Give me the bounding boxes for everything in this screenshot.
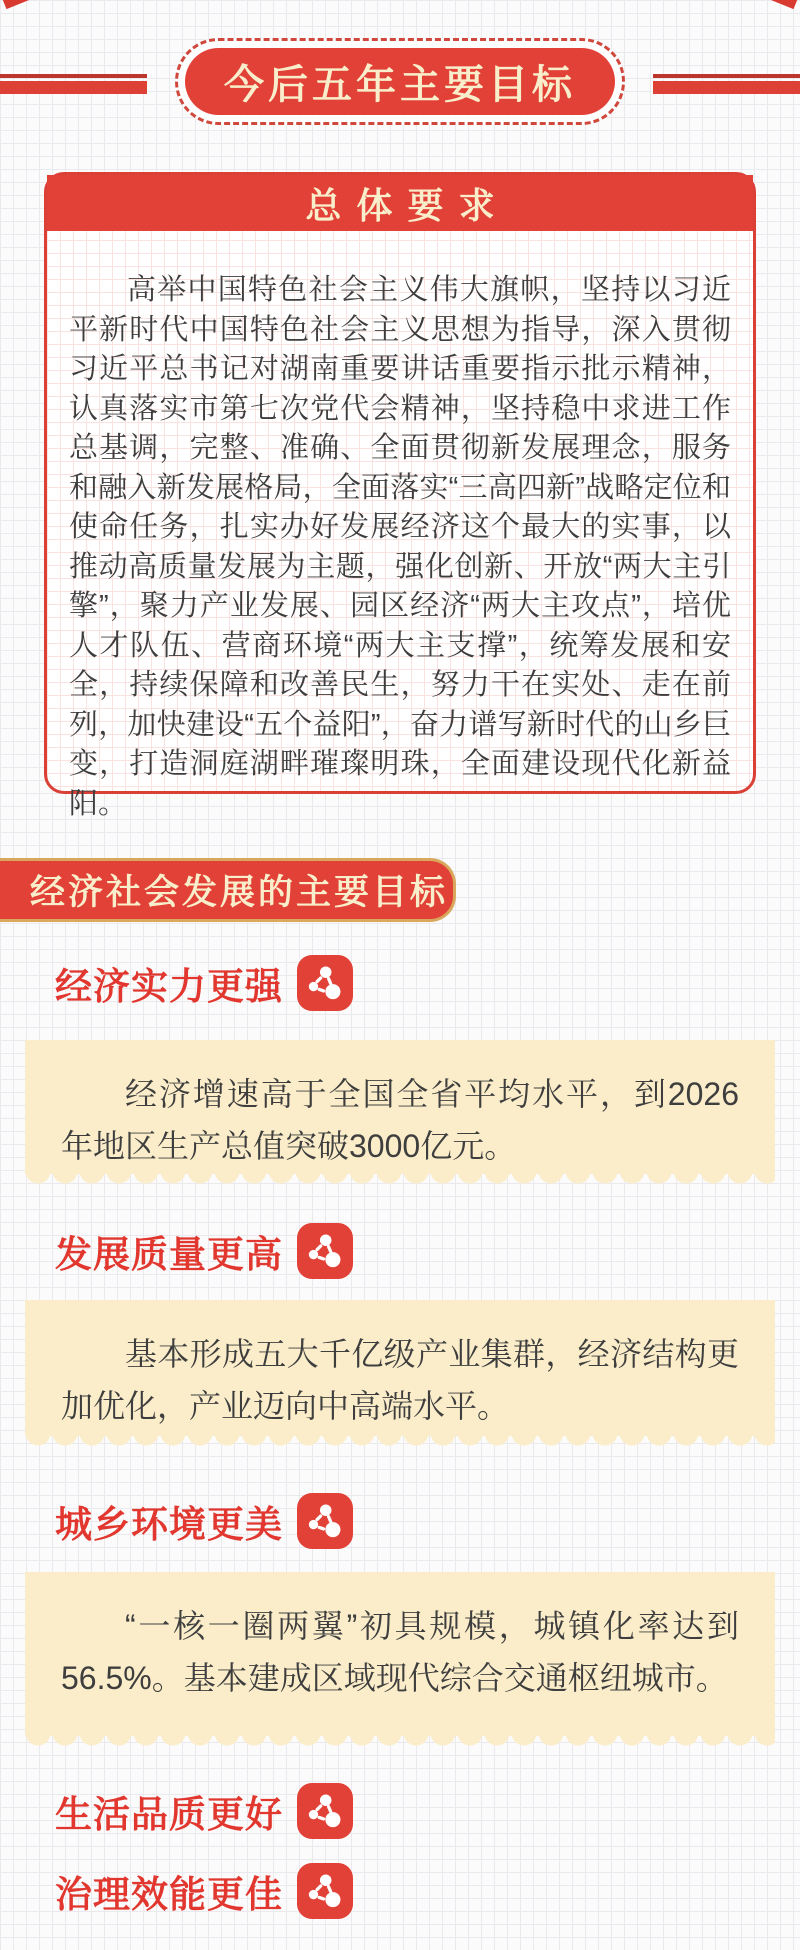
overall-requirements-header: [47, 175, 753, 231]
goal-title-development-quality: [55, 1220, 353, 1282]
goal-label: 城乡环境更美: [55, 1504, 283, 1545]
overall-requirements-card: [44, 172, 756, 820]
goal-detail-development-quality: 基本形成五大千亿级产业集群，经济结构更加优化，产业迈向中高端水平。: [25, 1300, 775, 1436]
thick-line: [0, 81, 147, 94]
section-ribbon-label: 经济社会发展的主要目标: [30, 873, 449, 912]
section-ribbon: [0, 858, 456, 922]
goal-label: 经济实力更强: [55, 966, 283, 1007]
goal-detail-urban-rural-environment: “一核一圈两翼”初具规模，城镇化率达到56.5%。基本建成区域现代综合交通枢纽城市。: [25, 1572, 775, 1736]
molecule-icon: [297, 1863, 353, 1919]
goal-label: 治理效能更佳: [55, 1874, 283, 1915]
main-title-pill: [185, 48, 615, 115]
goal-title-governance-efficiency: [55, 1860, 353, 1922]
molecule-icon: [297, 955, 353, 1011]
main-title-banner: [175, 38, 625, 125]
top-right-ribbon-decoration: [743, 0, 798, 9]
goal-title-economic-strength: [55, 952, 353, 1014]
overall-requirements-title: 总体要求: [305, 184, 510, 226]
goal-title-quality-of-life: [55, 1780, 353, 1842]
molecule-icon: [297, 1493, 353, 1549]
banner-right-lines: [653, 74, 800, 94]
main-title: 今后五年主要目标: [224, 63, 576, 107]
molecule-icon: [297, 1223, 353, 1279]
goal-label: 发展质量更高: [55, 1234, 283, 1275]
thick-line: [653, 81, 800, 94]
overall-requirements-body: 高举中国特色社会主义伟大旗帜，坚持以习近平新时代中国特色社会主义思想为指导，深入贯彻习近平总书记对湖南重要讲话重要指示批示精神，认真落实市第七次党代会精神，坚持稳中求进工作总基调，完整、准确、全面贯彻新发展理念，服务和融入新发展格局，全面落实“三高四新”战略定位和使命任务，扎实办好发展经济这个最大的实事，以推动高质量发展为主题，强化创新、开放“两大主引擎”，聚力产业发展、园区经济“两大主攻点”，培优人才队伍、营商环境“两大主支撑”，统筹发展和安全，持续保障和改善民生，努力干在实处、走在前列，加快建设“五个益阳”，奋力谱写新时代的山乡巨变，打造洞庭湖畔璀璨明珠，全面建设现代化新益阳。: [69, 274, 731, 820]
banner-left-lines: [0, 74, 147, 94]
goal-detail-economic-strength: 经济增速高于全国全省平均水平，到2026年地区生产总值突破3000亿元。: [25, 1040, 775, 1174]
goal-title-urban-rural-environment: [55, 1490, 353, 1552]
top-left-ribbon-decoration: [2, 0, 57, 9]
molecule-icon: [297, 1783, 353, 1839]
goal-label: 生活品质更好: [55, 1794, 283, 1835]
